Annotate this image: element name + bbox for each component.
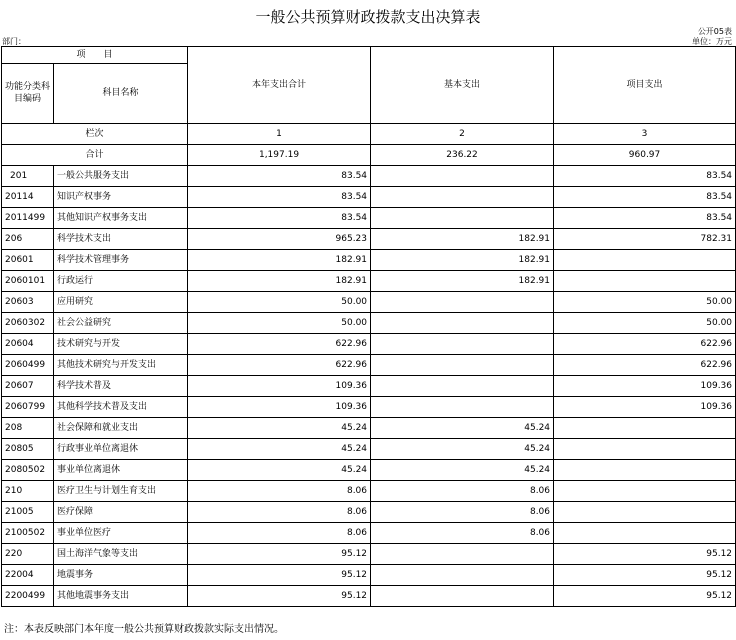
table-row xyxy=(2,292,736,313)
expenditure-table xyxy=(1,46,736,607)
row-total: 8.06 xyxy=(188,502,371,523)
header-item: 项 目 xyxy=(2,47,188,64)
row-basic: 8.06 xyxy=(371,523,554,544)
row-basic xyxy=(371,187,554,208)
row-basic xyxy=(371,397,554,418)
row-total: 45.24 xyxy=(188,439,371,460)
row-basic: 182.91 xyxy=(371,250,554,271)
row-subject-name: 其他地震事务支出 xyxy=(54,586,188,607)
col-index-1: 1 xyxy=(188,124,371,145)
department-label: 部门： xyxy=(2,37,26,46)
row-project: 95.12 xyxy=(554,586,736,607)
total-project: 960.97 xyxy=(554,145,736,166)
row-basic: 45.24 xyxy=(371,460,554,481)
row-basic xyxy=(371,355,554,376)
row-project xyxy=(554,523,736,544)
row-subject-name: 医疗保障 xyxy=(54,502,188,523)
row-basic: 8.06 xyxy=(371,502,554,523)
row-project: 622.96 xyxy=(554,355,736,376)
row-total: 45.24 xyxy=(188,418,371,439)
row-total: 95.12 xyxy=(188,586,371,607)
table-row xyxy=(2,418,736,439)
row-project: 50.00 xyxy=(554,313,736,334)
row-code: 2060799 xyxy=(2,397,54,418)
row-total: 83.54 xyxy=(188,166,371,187)
table-row xyxy=(2,166,736,187)
row-subject-name: 事业单位离退休 xyxy=(54,460,188,481)
row-subject-name: 应用研究 xyxy=(54,292,188,313)
row-code: 22004 xyxy=(2,565,54,586)
table-row xyxy=(2,271,736,292)
row-project: 83.54 xyxy=(554,166,736,187)
row-project xyxy=(554,418,736,439)
col-index-3: 3 xyxy=(554,124,736,145)
unit-label: 单位：万元 xyxy=(692,37,732,46)
row-subject-name: 科学技术管理事务 xyxy=(54,250,188,271)
row-total: 622.96 xyxy=(188,355,371,376)
row-subject-name: 事业单位医疗 xyxy=(54,523,188,544)
row-basic xyxy=(371,166,554,187)
table-row xyxy=(2,439,736,460)
row-code: 20805 xyxy=(2,439,54,460)
total-value: 1,197.19 xyxy=(188,145,371,166)
row-basic: 8.06 xyxy=(371,481,554,502)
table-row xyxy=(2,544,736,565)
row-subject-name: 科学技术普及 xyxy=(54,376,188,397)
row-total: 95.12 xyxy=(188,544,371,565)
row-code: 2060101 xyxy=(2,271,54,292)
table-row xyxy=(2,208,736,229)
row-project: 109.36 xyxy=(554,376,736,397)
row-total: 45.24 xyxy=(188,460,371,481)
row-code: 20607 xyxy=(2,376,54,397)
row-project: 95.12 xyxy=(554,544,736,565)
table-row xyxy=(2,355,736,376)
table-row xyxy=(2,523,736,544)
row-project: 782.31 xyxy=(554,229,736,250)
row-subject-name: 社会保障和就业支出 xyxy=(54,418,188,439)
row-total: 50.00 xyxy=(188,313,371,334)
row-total: 83.54 xyxy=(188,187,371,208)
row-code: 21005 xyxy=(2,502,54,523)
header-col-project: 项目支出 xyxy=(554,47,736,124)
row-subject-name: 医疗卫生与计划生育支出 xyxy=(54,481,188,502)
table-row xyxy=(2,313,736,334)
row-total: 50.00 xyxy=(188,292,371,313)
row-basic: 182.91 xyxy=(371,271,554,292)
row-subject-name: 其他知识产权事务支出 xyxy=(54,208,188,229)
row-basic xyxy=(371,313,554,334)
row-basic: 45.24 xyxy=(371,418,554,439)
header-subject-name: 科目名称 xyxy=(54,64,188,124)
row-code: 2060302 xyxy=(2,313,54,334)
row-subject-name: 其他科学技术普及支出 xyxy=(54,397,188,418)
table-row xyxy=(2,376,736,397)
row-project: 95.12 xyxy=(554,565,736,586)
row-code: 220 xyxy=(2,544,54,565)
row-project xyxy=(554,250,736,271)
row-code: 2080502 xyxy=(2,460,54,481)
row-total: 8.06 xyxy=(188,481,371,502)
row-code: 20604 xyxy=(2,334,54,355)
row-project: 83.54 xyxy=(554,208,736,229)
row-total: 965.23 xyxy=(188,229,371,250)
table-row xyxy=(2,187,736,208)
row-project xyxy=(554,481,736,502)
row-subject-name: 其他技术研究与开发支出 xyxy=(54,355,188,376)
col-index-label: 栏次 xyxy=(2,124,188,145)
row-subject-name: 地震事务 xyxy=(54,565,188,586)
row-code: 2200499 xyxy=(2,586,54,607)
table-row xyxy=(2,502,736,523)
row-total: 95.12 xyxy=(188,565,371,586)
table-row xyxy=(2,481,736,502)
row-basic xyxy=(371,565,554,586)
row-project: 50.00 xyxy=(554,292,736,313)
header-col-total: 本年支出合计 xyxy=(188,47,371,124)
row-project xyxy=(554,439,736,460)
row-basic xyxy=(371,334,554,355)
row-total: 109.36 xyxy=(188,376,371,397)
row-basic: 45.24 xyxy=(371,439,554,460)
form-number: 公开05表 xyxy=(697,27,732,36)
row-subject-name: 国土海洋气象等支出 xyxy=(54,544,188,565)
row-project xyxy=(554,502,736,523)
row-code: 210 xyxy=(2,481,54,502)
row-basic xyxy=(371,376,554,397)
table-row xyxy=(2,334,736,355)
footnote: 注：本表反映部门本年度一般公共预算财政拨款实际支出情况。 xyxy=(4,624,284,635)
row-subject-name: 知识产权事务 xyxy=(54,187,188,208)
row-project: 622.96 xyxy=(554,334,736,355)
table-row xyxy=(2,565,736,586)
col-index-2: 2 xyxy=(371,124,554,145)
table-row xyxy=(2,250,736,271)
row-code: 20603 xyxy=(2,292,54,313)
row-project xyxy=(554,460,736,481)
row-subject-name: 社会公益研究 xyxy=(54,313,188,334)
total-basic: 236.22 xyxy=(371,145,554,166)
row-code: 20601 xyxy=(2,250,54,271)
row-code: 2011499 xyxy=(2,208,54,229)
row-project: 109.36 xyxy=(554,397,736,418)
row-basic xyxy=(371,292,554,313)
table-row xyxy=(2,397,736,418)
row-subject-name: 技术研究与开发 xyxy=(54,334,188,355)
row-total: 8.06 xyxy=(188,523,371,544)
header-func-code: 功能分类科目编码 xyxy=(2,64,54,124)
row-subject-name: 行政事业单位离退休 xyxy=(54,439,188,460)
row-project xyxy=(554,271,736,292)
table-row xyxy=(2,229,736,250)
row-basic xyxy=(371,586,554,607)
row-project: 83.54 xyxy=(554,187,736,208)
row-subject-name: 科学技术支出 xyxy=(54,229,188,250)
row-code: 2060499 xyxy=(2,355,54,376)
table-row xyxy=(2,586,736,607)
table-row xyxy=(2,460,736,481)
row-subject-name: 行政运行 xyxy=(54,271,188,292)
row-total: 83.54 xyxy=(188,208,371,229)
row-total: 622.96 xyxy=(188,334,371,355)
row-code: 206 xyxy=(2,229,54,250)
row-code: 2100502 xyxy=(2,523,54,544)
row-total: 182.91 xyxy=(188,250,371,271)
row-total: 109.36 xyxy=(188,397,371,418)
row-code: 201 xyxy=(2,166,54,187)
row-total: 182.91 xyxy=(188,271,371,292)
row-code: 208 xyxy=(2,418,54,439)
total-label: 合计 xyxy=(2,145,188,166)
header-col-basic: 基本支出 xyxy=(371,47,554,124)
page-title: 一般公共预算财政拨款支出决算表 xyxy=(255,8,481,26)
row-code: 20114 xyxy=(2,187,54,208)
row-basic: 182.91 xyxy=(371,229,554,250)
row-basic xyxy=(371,544,554,565)
row-subject-name: 一般公共服务支出 xyxy=(54,166,188,187)
row-basic xyxy=(371,208,554,229)
